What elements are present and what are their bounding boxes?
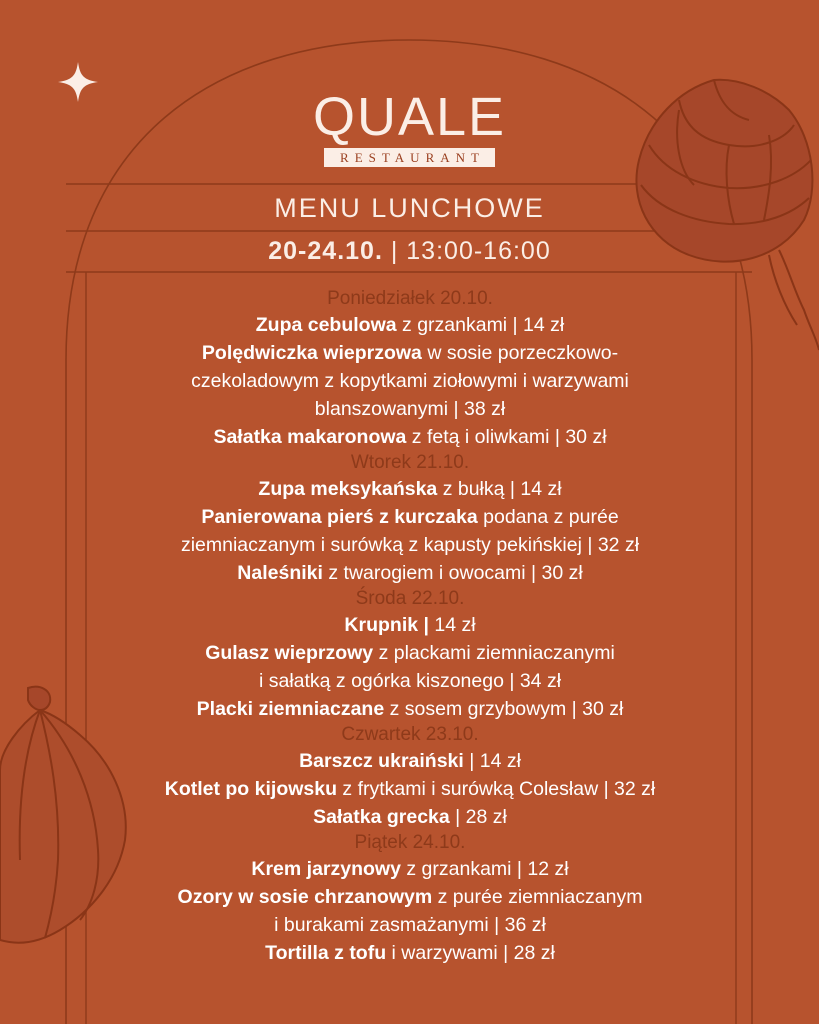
- dish-name: Panierowana pierś z kurczaka: [201, 506, 478, 528]
- menu-line: [80, 475, 740, 503]
- dish-details: z bułką | 14 zł: [437, 478, 562, 500]
- menu-line: [80, 559, 740, 587]
- menu-line: [80, 695, 740, 723]
- dish-details: ziemniaczanym i surówką z kapusty pekińskiej | 32 zł: [180, 534, 640, 556]
- dish-details: z sosem grzybowym | 30 zł: [384, 698, 624, 720]
- dish-details: z frytkami i surówką Colesław | 32 zł: [337, 778, 656, 800]
- day-label: Poniedziałek 20.10.: [327, 288, 493, 309]
- menu-line: [80, 883, 740, 911]
- dish-details: z plackami ziemniaczanymi: [373, 642, 615, 664]
- dish-name: Tortilla z tofu: [265, 942, 387, 964]
- menu-line: [80, 367, 740, 395]
- menu-line: [80, 803, 740, 831]
- menu-list: [80, 287, 740, 967]
- dish-name: Sałatka makaronowa: [213, 426, 407, 448]
- dish-details: podana z purée: [477, 506, 619, 528]
- menu-title: MENU LUNCHOWE: [274, 193, 545, 223]
- dish-name: Krem jarzynowy: [251, 858, 401, 880]
- dish-details: | 28 zł: [449, 806, 507, 828]
- menu-line: [80, 339, 740, 367]
- dish-name: Barszcz ukraiński: [299, 750, 464, 772]
- logo-subtitle: RESTAURANT: [324, 148, 495, 167]
- menu-line: [80, 311, 740, 339]
- dish-details: 14 zł: [428, 614, 476, 636]
- dish-name: Gulasz wieprzowy: [205, 642, 374, 664]
- day-label: Czwartek 23.10.: [341, 724, 479, 745]
- menu-line: [80, 395, 740, 423]
- menu-line: [80, 639, 740, 667]
- dish-details: w sosie porzeczkowo-: [421, 342, 619, 364]
- menu-line: [80, 911, 740, 939]
- menu-line: [80, 503, 740, 531]
- menu-line: [80, 611, 740, 639]
- dish-name: Sałatka grecka: [313, 806, 450, 828]
- dish-name: Krupnik |: [344, 614, 429, 636]
- dish-name: Naleśniki: [237, 562, 323, 584]
- dish-details: i warzywami | 28 zł: [386, 942, 555, 964]
- dish-details: z fetą i oliwkami | 30 zł: [406, 426, 607, 448]
- dish-details: | 14 zł: [463, 750, 521, 772]
- dish-name: Zupa cebulowa: [255, 314, 397, 336]
- menu-line: [80, 423, 740, 451]
- dish-name: Kotlet po kijowsku: [164, 778, 337, 800]
- dish-details: i burakami zasmażanymi | 36 zł: [274, 914, 546, 936]
- restaurant-logo: [0, 88, 819, 167]
- date-separator: |: [382, 237, 407, 265]
- menu-line: [80, 775, 740, 803]
- dish-details: z grzankami | 12 zł: [400, 858, 569, 880]
- dish-name: Zupa meksykańska: [258, 478, 438, 500]
- dish-details: z twarogiem i owocami | 30 zł: [322, 562, 583, 584]
- date-range-hours: 13:00-16:00: [406, 237, 551, 265]
- dish-details: z purée ziemniaczanym: [432, 886, 643, 908]
- dish-details: blanszowanymi | 38 zł: [314, 398, 506, 420]
- date-range-days: 20-24.10.: [268, 237, 383, 265]
- dish-name: Ozory w sosie chrzanowym: [177, 886, 433, 908]
- logo-wordmark: QUALE: [312, 87, 507, 147]
- day-label: Wtorek 21.10.: [350, 452, 470, 473]
- date-range: [0, 237, 819, 266]
- dish-name: Placki ziemniaczane: [196, 698, 385, 720]
- day-label: Piątek 24.10.: [354, 832, 466, 853]
- day-label: Środa 22.10.: [355, 588, 465, 609]
- menu-line: [80, 531, 740, 559]
- menu-line: [80, 667, 740, 695]
- dish-details: i sałatką z ogórka kiszonego | 34 zł: [258, 670, 562, 692]
- menu-line: [80, 747, 740, 775]
- menu-line: [80, 855, 740, 883]
- dish-details: z grzankami | 14 zł: [396, 314, 565, 336]
- dish-name: Polędwiczka wieprzowa: [201, 342, 422, 364]
- dish-details: czekoladowym z kopytkami ziołowymi i warzywami: [191, 370, 629, 392]
- menu-line: [80, 939, 740, 967]
